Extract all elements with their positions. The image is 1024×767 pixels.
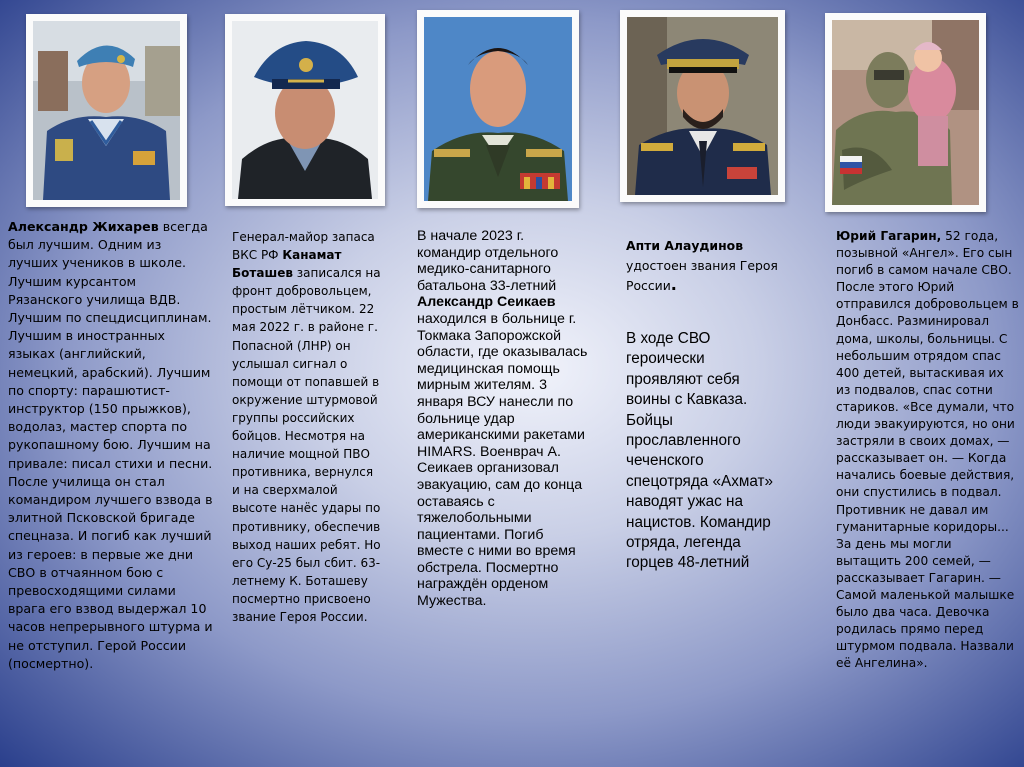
text-akhmat bbox=[626, 329, 781, 574]
hero-name: Канамат Боташев bbox=[232, 248, 342, 281]
photo-botashev bbox=[225, 14, 385, 206]
text-alaudinov bbox=[626, 236, 786, 296]
photo-gagarin bbox=[825, 13, 986, 212]
hero-rank: Генерал-майор запаса ВКС РФ bbox=[232, 230, 375, 263]
text-botashev bbox=[232, 228, 382, 626]
hero-intro: В начале 2023 г. командир отдельного медико-санитарного батальона 33-летний bbox=[417, 228, 559, 294]
photo-seikaev bbox=[417, 10, 579, 208]
hero-story: В ходе СВО героически проявляют себя воины с Кавказа. Бойцы прославленного чеченского спецотряда «Ахмат» наводят ужас на нацистов. Командир отряда, легенда горцев 48-летний bbox=[626, 330, 774, 572]
hero-name: Александр Жихарев bbox=[8, 219, 159, 234]
photo-zhikharev bbox=[26, 14, 187, 207]
portrait-image bbox=[33, 21, 180, 200]
hero-story: записался на фронт добровольцем, простым лётчиком. 22 мая 2022 г. в районе г. Попасной (ЛНР) он услышал сигнал о помощи от попавшей в окружение штурмовой группы российских бойцов. Несмотря на наличие мощной ПВО противника, вернулся и на сверхмалой высоте нанёс удары по противнику, обеспечив выход наших ребят. Но его Су-25 был сбит. 63-летнему К. Боташеву посмертно присвоено звание Героя России. bbox=[232, 266, 381, 624]
hero-story: 52 года, позывной «Ангел». Его сын погиб в самом начале СВО. После этого Юрий отправился добровольцем в Донбасс. Разминировал дома, школы, больницы. С небольшим отрядом спас 400 детей, вытаскивая их из подвалов, спас сотни стариков. «Все думали, что люди эвакуируются, но они застряли в своих домах, — рассказывает он. — Когда начались боевые действия, они спустились в подвал. Противник не давал им гуманитарные коридоры... За день мы могли вытащить 200 семей, — рассказывает Гагарин. — Самой маленькой малышке было два часа. Девочка родилась прямо перед штурмом подвала. Назвали её Ангелина». bbox=[836, 229, 1019, 671]
hero-name: Александр Сеикаев bbox=[417, 294, 556, 311]
text-seikaev bbox=[417, 228, 589, 610]
hero-name: Юрий Гагарин, bbox=[836, 229, 942, 243]
sentence-dot: . bbox=[670, 275, 677, 294]
portrait-image bbox=[232, 21, 378, 199]
hero-name: Апти Алаудинов bbox=[626, 238, 744, 253]
portrait-image bbox=[832, 20, 979, 205]
photo-alaudinov bbox=[620, 10, 785, 202]
hero-story: всегда был лучшим. Одним из лучших учеников в школе. Лучшим курсантом Рязанского училища ВДВ. Лучшим по спецдисциплинам. Лучшим в иностранных языках (английский, немецкий, арабский). Лучшим по спорту: парашютист-инструктор (150 прыжков), водолаз, мастер спорта по рукопашному бою. Лучшим на привале: писал стихи и песни. После училища он стал командиром лучшего взвода в элитной Псковской бригаде спецназа. И погиб как лучший из героев: в первые же дни СВО в отчаянном бою с превосходящими силами врага его взвод выдержал 10 часов непрерывного штурма и не отступил. Герой России (посмертно). bbox=[8, 219, 213, 671]
portrait-image bbox=[627, 17, 778, 195]
hero-award: удостоен звания Героя России bbox=[626, 257, 778, 293]
text-gagarin bbox=[836, 228, 1020, 672]
portrait-image bbox=[424, 17, 572, 201]
text-zhikharev bbox=[8, 218, 213, 673]
hero-story: находился в больнице г. Токмака Запорожской области, где оказывалась медицинская помощь мирным жителям. 3 января ВСУ нанесли по больнице удар американскими ракетами HIMARS. Военврач А. Сеикаев организовал эвакуацию, сам до конца оставаясь с тяжелобольными пациентами. Погиб вместе с ними во время обстрела. Посмертно награждён орденом Мужества. bbox=[417, 310, 588, 610]
